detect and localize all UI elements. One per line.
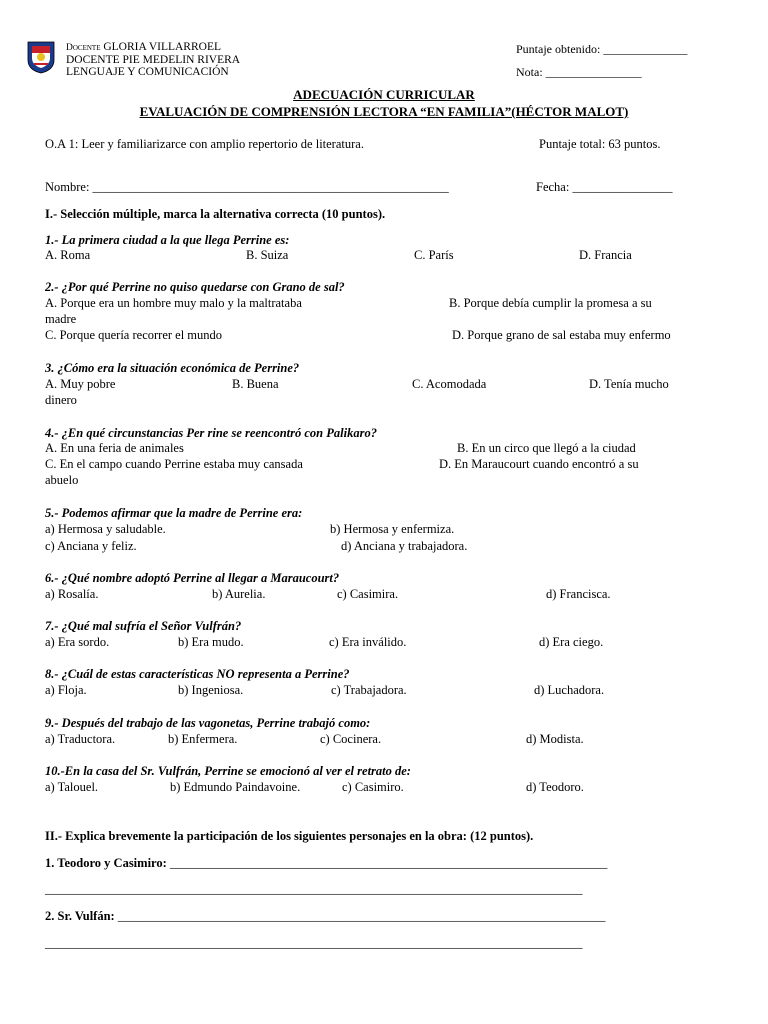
question-2: 2.- ¿Por qué Perrine no quiso quedarse con Grano de sal? bbox=[45, 280, 345, 294]
q7-option-d[interactable]: d) Era ciego. bbox=[539, 635, 604, 649]
vulfran-answer[interactable] bbox=[45, 909, 605, 924]
q2-option-a[interactable]: A. Porque era un hombre muy malo y la maltrataba bbox=[45, 296, 302, 310]
question-1: 1.- La primera ciudad a la que llega Perrine es: bbox=[45, 233, 290, 247]
q6-option-a[interactable]: a) Rosalía. bbox=[45, 587, 99, 601]
question-4: 4.- ¿En qué circunstancias Per rine se reencontró con Palikaro? bbox=[45, 426, 377, 440]
q8-option-c[interactable]: c) Trabajadora. bbox=[331, 683, 407, 697]
q5-option-c[interactable]: c) Anciana y feliz. bbox=[45, 539, 137, 553]
subject-name: LENGUAJE Y COMUNICACIÓN bbox=[66, 66, 229, 78]
learning-objective: O.A 1: Leer y familiarizarce con amplio repertorio de literatura. bbox=[45, 137, 364, 151]
section-1-heading: I.- Selección múltiple, marca la alternativa correcta (10 puntos). bbox=[45, 207, 386, 221]
q2-option-b-cont: madre bbox=[45, 312, 77, 326]
q6-option-b[interactable]: b) Aurelia. bbox=[212, 587, 266, 601]
q7-option-a[interactable]: a) Era sordo. bbox=[45, 635, 110, 649]
question-3: 3. ¿Cómo era la situación económica de Perrine? bbox=[45, 361, 300, 375]
q7-option-c[interactable]: c) Era inválido. bbox=[329, 635, 407, 649]
q7-option-b[interactable]: b) Era mudo. bbox=[178, 635, 244, 649]
q4-option-d[interactable]: D. En Maraucourt cuando encontró a su bbox=[439, 457, 639, 471]
q5-option-d[interactable]: d) Anciana y trabajadora. bbox=[341, 539, 468, 553]
q5-option-b[interactable]: b) Hermosa y enfermiza. bbox=[330, 522, 455, 536]
teacher-name: GLORIA VILLARROEL bbox=[103, 41, 221, 53]
teodoro-casimiro-answer[interactable] bbox=[45, 856, 607, 871]
q1-option-d[interactable]: D. Francia bbox=[579, 248, 632, 262]
q8-option-a[interactable]: a) Floja. bbox=[45, 683, 87, 697]
answer-blank-line-2[interactable]: ______________________________________________________________________________________ bbox=[45, 936, 583, 950]
q2-option-b[interactable]: B. Porque debía cumplir la promesa a su bbox=[449, 296, 652, 310]
title-line-1: ADECUACIÓN CURRICULAR bbox=[293, 87, 475, 102]
q5-option-a[interactable]: a) Hermosa y saludable. bbox=[45, 522, 166, 536]
total-score: Puntaje total: 63 puntos. bbox=[539, 137, 661, 151]
q9-option-b[interactable]: b) Enfermera. bbox=[168, 732, 238, 746]
section-2-heading: II.- Explica brevemente la participación de los siguientes personajes en la obra: (12 puntos). bbox=[45, 829, 534, 843]
q1-option-b[interactable]: B. Suiza bbox=[246, 248, 289, 262]
q4-option-d-cont: abuelo bbox=[45, 473, 79, 487]
q1-option-a[interactable]: A. Roma bbox=[45, 248, 91, 262]
q4-option-a[interactable]: A. En una feria de animales bbox=[45, 441, 184, 455]
question-10: 10.-En la casa del Sr. Vulfrán, Perrine se emocionó al ver el retrato de: bbox=[45, 764, 411, 778]
q4-option-c[interactable]: C. En el campo cuando Perrine estaba muy cansada bbox=[45, 457, 303, 471]
program-name: DOCENTE PIE MEDELIN RIVERA bbox=[66, 54, 241, 66]
q2-option-d[interactable]: D. Porque grano de sal estaba muy enfermo bbox=[452, 328, 671, 342]
grade-field[interactable]: Nota: ________________ bbox=[516, 65, 642, 79]
q9-option-d[interactable]: d) Modista. bbox=[526, 732, 584, 746]
q8-option-b[interactable]: b) Ingeniosa. bbox=[178, 683, 244, 697]
question-9: 9.- Después del trabajo de las vagonetas, Perrine trabajó como: bbox=[45, 716, 371, 730]
school-crest-logo bbox=[26, 40, 56, 74]
name-field[interactable]: Nombre: _________________________________________________________ bbox=[45, 180, 449, 194]
q4-option-b[interactable]: B. En un circo que llegó a la ciudad bbox=[457, 441, 636, 455]
question-6: 6.- ¿Qué nombre adoptó Perrine al llegar a Maraucourt? bbox=[45, 571, 340, 585]
q2-option-c[interactable]: C. Porque quería recorrer el mundo bbox=[45, 328, 223, 342]
question-7: 7.- ¿Qué mal sufría el Señor Vulfrán? bbox=[45, 619, 242, 633]
q6-option-c[interactable]: c) Casimira. bbox=[337, 587, 399, 601]
q1-option-c[interactable]: C. París bbox=[414, 248, 454, 262]
q10-option-c[interactable]: c) Casimiro. bbox=[342, 780, 404, 794]
teodoro-casimiro-line[interactable]: ______________________________________________________________________ bbox=[169, 856, 608, 870]
q10-option-d[interactable]: d) Teodoro. bbox=[526, 780, 584, 794]
q10-option-b[interactable]: b) Edmundo Paindavoine. bbox=[170, 780, 301, 794]
teacher-prefix: Docente bbox=[66, 43, 101, 53]
date-field[interactable]: Fecha: ________________ bbox=[536, 180, 673, 194]
question-5: 5.- Podemos afirmar que la madre de Perrine era: bbox=[45, 506, 303, 520]
q6-option-d[interactable]: d) Francisca. bbox=[546, 587, 611, 601]
vulfran-line[interactable]: ______________________________________________________________________________ bbox=[117, 909, 606, 923]
q9-option-c[interactable]: c) Cocinera. bbox=[320, 732, 382, 746]
question-8: 8.- ¿Cuál de estas características NO representa a Perrine? bbox=[45, 667, 350, 681]
teodoro-casimiro-label: 1. Teodoro y Casimiro: bbox=[45, 856, 167, 870]
vulfran-label: 2. Sr. Vulfán: bbox=[45, 909, 115, 923]
q3-option-b[interactable]: B. Buena bbox=[232, 377, 279, 391]
q8-option-d[interactable]: d) Luchadora. bbox=[534, 683, 605, 697]
q3-option-a[interactable]: A. Muy pobre bbox=[45, 377, 116, 391]
score-obtained-field[interactable]: Puntaje obtenido: ______________ bbox=[516, 42, 688, 56]
header-block bbox=[66, 41, 240, 78]
q10-option-a[interactable]: a) Talouel. bbox=[45, 780, 99, 794]
q9-option-a[interactable]: a) Traductora. bbox=[45, 732, 116, 746]
title-line-2: EVALUACIÓN DE COMPRENSIÓN LECTORA “EN FAMILIA”(HÉCTOR MALOT) bbox=[139, 104, 629, 119]
q3-option-d[interactable]: D. Tenía mucho bbox=[589, 377, 669, 391]
answer-blank-line-1[interactable]: ______________________________________________________________________________________ bbox=[45, 882, 583, 896]
q3-option-c[interactable]: C. Acomodada bbox=[412, 377, 487, 391]
q3-option-d-cont: dinero bbox=[45, 393, 77, 407]
